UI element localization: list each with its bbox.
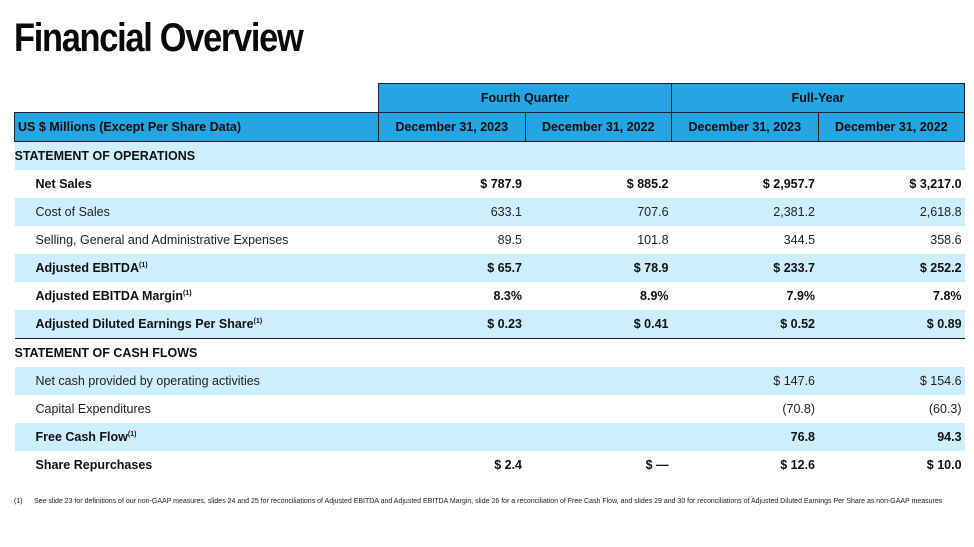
group-header-fourth-quarter: Fourth Quarter <box>379 84 672 113</box>
row-label: Share Repurchases <box>35 458 153 472</box>
empty-corner-cell <box>15 84 379 113</box>
value-cell <box>525 367 672 395</box>
table-row <box>15 423 965 451</box>
footnote-reference: (1) <box>127 430 137 438</box>
row-label-text: Free Cash Flow <box>35 430 128 444</box>
footnote-text: See slide 23 for definitions of our non-GAAP measures, slides 24 and 25 for reconciliations of Adjusted EBITDA and Adjusted EBITDA Margin, slide 26 for a reconciliation of Free Cash Flow, and slides 29 and 30 for reconciliations of Adjusted Diluted Earnings Per Share as non-GAAP measures <box>34 498 943 505</box>
value-cell: $ 2.4 <box>494 458 522 472</box>
row-label: Selling, General and Administrative Expenses <box>35 233 289 247</box>
value-cell: 8.3% <box>493 289 522 303</box>
value-cell: (70.8) <box>782 402 816 416</box>
value-cell: $ 0.52 <box>672 310 819 339</box>
value-cell: 94.3 <box>818 423 965 451</box>
value-cell: 344.5 <box>783 233 816 247</box>
footnote-marker: (1) <box>14 498 23 505</box>
value-cell: 2,381.2 <box>672 198 819 226</box>
value-cell: 358.6 <box>930 233 962 247</box>
table-row <box>15 226 965 254</box>
row-label <box>15 282 379 310</box>
value-cell <box>379 423 526 451</box>
units-header: US $ Millions (Except Per Share Data) <box>15 113 379 142</box>
table-row <box>15 282 965 310</box>
row-label: Cost of Sales <box>15 198 379 226</box>
table-row <box>15 170 965 198</box>
section-header-operations <box>15 142 965 171</box>
section-header-cash-flows <box>15 339 965 368</box>
table-row <box>15 198 965 226</box>
value-cell: $ 0.23 <box>379 310 526 339</box>
value-cell <box>379 367 526 395</box>
table-row <box>15 395 965 423</box>
row-label: Net Sales <box>35 177 92 191</box>
value-cell: $ — <box>645 458 669 472</box>
value-cell: 101.8 <box>637 233 669 247</box>
value-cell <box>379 395 526 423</box>
footnote-reference: (1) <box>182 289 192 297</box>
column-header-fy-2023: December 31, 2023 <box>672 113 819 142</box>
column-header-row <box>15 113 965 142</box>
value-cell: 7.9% <box>786 289 816 303</box>
table-row <box>15 367 965 395</box>
value-cell: $ 885.2 <box>626 177 669 191</box>
value-cell: $ 147.6 <box>672 367 819 395</box>
value-cell: $ 3,217.0 <box>909 177 962 191</box>
financial-overview-table <box>14 83 965 479</box>
value-cell: $ 233.7 <box>672 254 819 282</box>
page-title: Financial Overview <box>14 16 303 60</box>
value-cell: (60.3) <box>928 402 962 416</box>
column-header-q4-2022: December 31, 2022 <box>525 113 672 142</box>
row-label <box>15 423 379 451</box>
row-label <box>15 310 379 339</box>
row-label-text: Adjusted Diluted Earnings Per Share <box>35 317 254 331</box>
column-header-q4-2023: December 31, 2023 <box>379 113 526 142</box>
value-cell: $ 252.2 <box>818 254 965 282</box>
value-cell <box>525 395 672 423</box>
row-label <box>15 254 379 282</box>
section-label: STATEMENT OF OPERATIONS <box>15 142 965 171</box>
row-label-text: Adjusted EBITDA Margin <box>35 289 183 303</box>
value-cell: $ 154.6 <box>818 367 965 395</box>
footnote-reference: (1) <box>253 317 263 325</box>
column-header-fy-2022: December 31, 2022 <box>818 113 965 142</box>
row-label-text: Adjusted EBITDA <box>35 261 139 275</box>
value-cell: 633.1 <box>379 198 526 226</box>
value-cell <box>525 423 672 451</box>
column-group-header-row <box>15 84 965 113</box>
row-label: Capital Expenditures <box>35 402 151 416</box>
table-row <box>15 254 965 282</box>
value-cell: $ 12.6 <box>780 458 816 472</box>
row-label: Net cash provided by operating activities <box>15 367 379 395</box>
value-cell: 8.9% <box>640 289 669 303</box>
group-header-full-year: Full-Year <box>672 84 965 113</box>
value-cell: 7.8% <box>933 289 962 303</box>
value-cell: 89.5 <box>497 233 522 247</box>
value-cell: $ 65.7 <box>379 254 526 282</box>
footnote-reference: (1) <box>138 261 148 269</box>
value-cell: 2,618.8 <box>818 198 965 226</box>
value-cell: 707.6 <box>525 198 672 226</box>
table-row <box>15 451 965 479</box>
footnote <box>14 497 954 506</box>
value-cell: $ 787.9 <box>480 177 522 191</box>
value-cell: 76.8 <box>672 423 819 451</box>
value-cell: $ 0.89 <box>818 310 965 339</box>
table-row <box>15 310 965 339</box>
section-label: STATEMENT OF CASH FLOWS <box>15 339 965 368</box>
value-cell: $ 0.41 <box>525 310 672 339</box>
value-cell: $ 78.9 <box>525 254 672 282</box>
value-cell: $ 2,957.7 <box>762 177 816 191</box>
value-cell: $ 10.0 <box>926 458 962 472</box>
